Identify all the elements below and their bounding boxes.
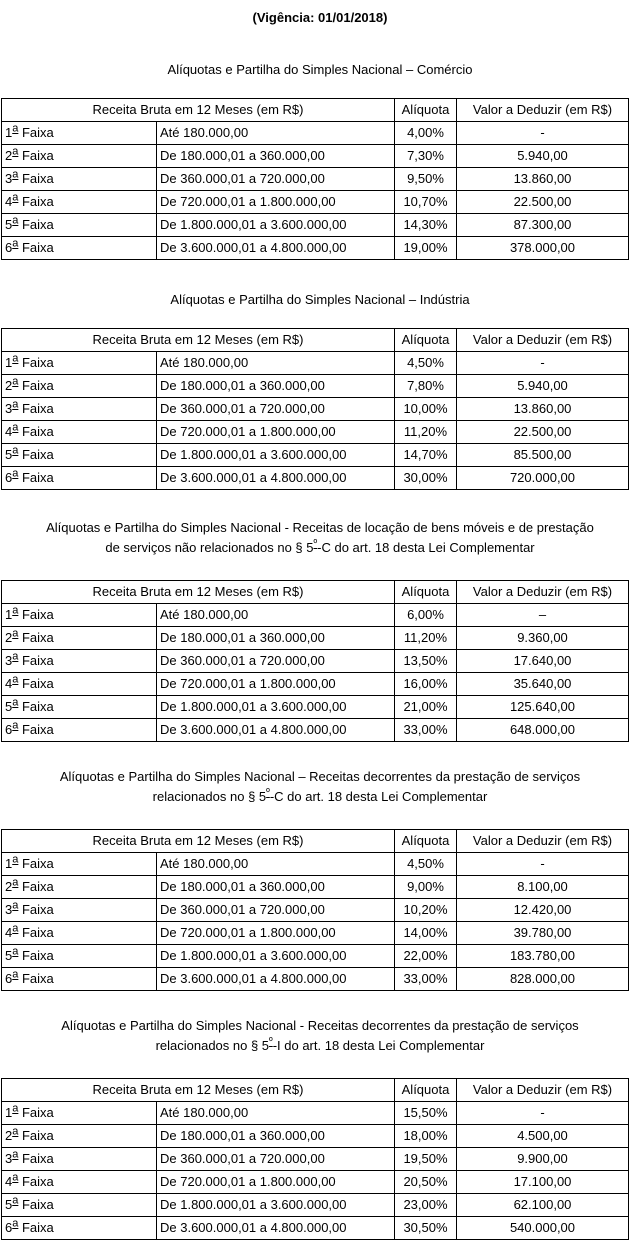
faixa-label [2, 214, 157, 237]
faixa-label [2, 945, 157, 968]
faixa-word: Faixa [18, 401, 54, 416]
header-receita: Receita Bruta em 12 Meses (em R$) [2, 581, 395, 604]
faixa-label [2, 876, 157, 899]
receita-range: Até 180.000,00 [157, 604, 395, 627]
faixa-ordinal: a [12, 1217, 19, 1230]
faixa-number: 6 [5, 470, 13, 485]
aliquota-value: 16,00% [395, 673, 457, 696]
rates-table [1, 328, 629, 490]
faixa-ordinal: a [12, 375, 19, 388]
faixa-label [2, 375, 157, 398]
section-title-line: Alíquotas e Partilha do Simples Nacional – Receitas decorrentes da prestação de serviços [59, 769, 581, 784]
table-row [2, 650, 629, 673]
faixa-word: Faixa [18, 447, 54, 462]
page-title: (Vigência: 01/01/2018) [252, 10, 388, 25]
faixa-number: 4 [5, 1174, 13, 1189]
faixa-ordinal: a [12, 922, 19, 935]
deduzir-value: 22.500,00 [457, 191, 629, 214]
faixa-label [2, 922, 157, 945]
aliquota-value: 6,00% [395, 604, 457, 627]
faixa-number: 1 [5, 355, 13, 370]
deduzir-value: 9.360,00 [457, 627, 629, 650]
header-deduzir: Valor a Deduzir (em R$) [457, 99, 629, 122]
faixa-word: Faixa [18, 1105, 54, 1120]
table-row [2, 421, 629, 444]
faixa-number: 2 [5, 1128, 13, 1143]
table-row [2, 968, 629, 991]
faixa-number: 3 [5, 1151, 13, 1166]
aliquota-value: 14,70% [395, 444, 457, 467]
aliquota-value: 4,50% [395, 352, 457, 375]
header-aliquota: Alíquota [395, 99, 457, 122]
table-row [2, 673, 629, 696]
faixa-number: 1 [5, 607, 13, 622]
aliquota-value: 4,00% [395, 122, 457, 145]
aliquota-value: 13,50% [395, 650, 457, 673]
aliquota-value: 14,30% [395, 214, 457, 237]
table-row [2, 214, 629, 237]
faixa-number: 2 [5, 148, 13, 163]
deduzir-value: 12.420,00 [457, 899, 629, 922]
rates-section [0, 518, 640, 748]
faixa-label [2, 1217, 157, 1240]
section-title [0, 518, 640, 558]
aliquota-value: 21,00% [395, 696, 457, 719]
aliquota-value: 14,00% [395, 922, 457, 945]
table-row [2, 1148, 629, 1171]
faixa-label [2, 650, 157, 673]
deduzir-value: 8.100,00 [457, 876, 629, 899]
table-row [2, 1102, 629, 1125]
deduzir-value: 720.000,00 [457, 467, 629, 490]
aliquota-value: 7,30% [395, 145, 457, 168]
header-receita: Receita Bruta em 12 Meses (em R$) [2, 99, 395, 122]
deduzir-value: 22.500,00 [457, 421, 629, 444]
aliquota-value: 10,00% [395, 398, 457, 421]
receita-range: De 180.000,01 a 360.000,00 [157, 876, 395, 899]
receita-range: De 720.000,01 a 1.800.000,00 [157, 1171, 395, 1194]
section-title [0, 1016, 640, 1056]
aliquota-value: 10,70% [395, 191, 457, 214]
receita-range: De 720.000,01 a 1.800.000,00 [157, 922, 395, 945]
faixa-ordinal: a [12, 945, 19, 958]
faixa-ordinal: a [12, 1125, 19, 1138]
section-title-line: relacionados no § $5^º-C$ do art. 18 desta Lei Complementar [152, 787, 488, 804]
receita-range: De 3.600.000,01 a 4.800.000,00 [157, 968, 395, 991]
section-title-line: de serviços não relacionados no § $5^º-C$ do art. 18 desta Lei Complementar [105, 538, 535, 555]
faixa-label [2, 673, 157, 696]
deduzir-value: – [457, 604, 629, 627]
rates-section [0, 290, 640, 520]
faixa-label [2, 1171, 157, 1194]
aliquota-value: 19,00% [395, 237, 457, 260]
faixa-word: Faixa [18, 240, 54, 255]
faixa-number: 5 [5, 447, 13, 462]
table-row [2, 352, 629, 375]
section-title-line: relacionados no § $5^º-I$ do art. 18 desta Lei Complementar [155, 1036, 485, 1053]
faixa-ordinal: a [12, 899, 19, 912]
aliquota-value: 11,20% [395, 421, 457, 444]
table-row [2, 1217, 629, 1240]
receita-range: De 180.000,01 a 360.000,00 [157, 145, 395, 168]
receita-range: De 1.800.000,01 a 3.600.000,00 [157, 214, 395, 237]
faixa-word: Faixa [18, 722, 54, 737]
aliquota-value: 7,80% [395, 375, 457, 398]
aliquota-value: 30,00% [395, 467, 457, 490]
aliquota-value: 9,50% [395, 168, 457, 191]
faixa-word: Faixa [18, 424, 54, 439]
faixa-word: Faixa [18, 856, 54, 871]
receita-range: De 1.800.000,01 a 3.600.000,00 [157, 1194, 395, 1217]
table-row [2, 122, 629, 145]
faixa-word: Faixa [18, 125, 54, 140]
receita-range: Até 180.000,00 [157, 853, 395, 876]
faixa-ordinal: a [12, 214, 19, 227]
faixa-number: 4 [5, 424, 13, 439]
receita-range: De 360.000,01 a 720.000,00 [157, 899, 395, 922]
header-aliquota: Alíquota [395, 581, 457, 604]
table-row [2, 1194, 629, 1217]
deduzir-value: 4.500,00 [457, 1125, 629, 1148]
faixa-ordinal: a [12, 1148, 19, 1161]
receita-range: De 1.800.000,01 a 3.600.000,00 [157, 444, 395, 467]
section-title [0, 767, 640, 807]
faixa-word: Faixa [18, 925, 54, 940]
faixa-number: 3 [5, 653, 13, 668]
faixa-number: 3 [5, 171, 13, 186]
faixa-word: Faixa [18, 1128, 54, 1143]
receita-range: De 3.600.000,01 a 4.800.000,00 [157, 237, 395, 260]
receita-range: De 180.000,01 a 360.000,00 [157, 375, 395, 398]
faixa-word: Faixa [18, 653, 54, 668]
deduzir-value: 125.640,00 [457, 696, 629, 719]
faixa-word: Faixa [18, 699, 54, 714]
faixa-ordinal: a [12, 398, 19, 411]
table-row [2, 398, 629, 421]
aliquota-value: 9,00% [395, 876, 457, 899]
receita-range: De 720.000,01 a 1.800.000,00 [157, 673, 395, 696]
faixa-number: 5 [5, 699, 13, 714]
faixa-number: 5 [5, 217, 13, 232]
faixa-number: 2 [5, 630, 13, 645]
aliquota-value: 4,50% [395, 853, 457, 876]
table-row [2, 945, 629, 968]
aliquota-value: 30,50% [395, 1217, 457, 1240]
header-deduzir: Valor a Deduzir (em R$) [457, 581, 629, 604]
table-row [2, 1171, 629, 1194]
faixa-ordinal: a [12, 968, 19, 981]
faixa-ordinal: a [12, 853, 19, 866]
deduzir-value: 39.780,00 [457, 922, 629, 945]
table-row [2, 375, 629, 398]
rates-table [1, 98, 629, 260]
aliquota-value: 15,50% [395, 1102, 457, 1125]
faixa-label [2, 968, 157, 991]
faixa-number: 6 [5, 1220, 13, 1235]
faixa-ordinal: a [12, 673, 19, 686]
faixa-number: 4 [5, 676, 13, 691]
table-row [2, 168, 629, 191]
deduzir-value: - [457, 122, 629, 145]
table-header-row [2, 1079, 629, 1102]
deduzir-value: 648.000,00 [457, 719, 629, 742]
section-title-line: Alíquotas e Partilha do Simples Nacional – Comércio [167, 62, 473, 77]
faixa-ordinal: a [12, 145, 19, 158]
faixa-ordinal: a [12, 650, 19, 663]
rates-table [1, 580, 629, 742]
receita-range: De 360.000,01 a 720.000,00 [157, 1148, 395, 1171]
faixa-ordinal: a [12, 719, 19, 732]
aliquota-value: 10,20% [395, 899, 457, 922]
aliquota-value: 20,50% [395, 1171, 457, 1194]
faixa-word: Faixa [18, 607, 54, 622]
faixa-word: Faixa [18, 676, 54, 691]
aliquota-value: 33,00% [395, 968, 457, 991]
rates-section [0, 60, 640, 290]
faixa-ordinal: a [12, 467, 19, 480]
faixa-word: Faixa [18, 355, 54, 370]
receita-range: De 1.800.000,01 a 3.600.000,00 [157, 945, 395, 968]
deduzir-value: 85.500,00 [457, 444, 629, 467]
deduzir-value: - [457, 853, 629, 876]
deduzir-value: 13.860,00 [457, 168, 629, 191]
rates-table [1, 829, 629, 991]
table-row [2, 627, 629, 650]
aliquota-value: 19,50% [395, 1148, 457, 1171]
faixa-label [2, 122, 157, 145]
deduzir-value: 9.900,00 [457, 1148, 629, 1171]
receita-range: De 3.600.000,01 a 4.800.000,00 [157, 467, 395, 490]
table-row [2, 145, 629, 168]
table-row [2, 719, 629, 742]
deduzir-value: 87.300,00 [457, 214, 629, 237]
faixa-label [2, 145, 157, 168]
deduzir-value: 5.940,00 [457, 375, 629, 398]
receita-range: Até 180.000,00 [157, 352, 395, 375]
table-header-row [2, 830, 629, 853]
faixa-label [2, 1125, 157, 1148]
header-aliquota: Alíquota [395, 329, 457, 352]
faixa-number: 5 [5, 948, 13, 963]
faixa-label [2, 1102, 157, 1125]
faixa-label [2, 604, 157, 627]
faixa-number: 6 [5, 722, 13, 737]
table-row [2, 191, 629, 214]
header-deduzir: Valor a Deduzir (em R$) [457, 830, 629, 853]
rates-section [0, 1016, 640, 1246]
faixa-ordinal: a [12, 122, 19, 135]
faixa-number: 3 [5, 902, 13, 917]
faixa-ordinal: a [12, 352, 19, 365]
faixa-word: Faixa [18, 148, 54, 163]
faixa-ordinal: a [12, 1171, 19, 1184]
faixa-ordinal: a [12, 168, 19, 181]
section-title-line: Alíquotas e Partilha do Simples Nacional - Receitas de locação de bens móveis e de prestação [46, 520, 594, 535]
faixa-label [2, 398, 157, 421]
table-header-row [2, 581, 629, 604]
receita-range: De 3.600.000,01 a 4.800.000,00 [157, 719, 395, 742]
header-receita: Receita Bruta em 12 Meses (em R$) [2, 830, 395, 853]
faixa-label [2, 719, 157, 742]
faixa-label [2, 352, 157, 375]
receita-range: De 360.000,01 a 720.000,00 [157, 650, 395, 673]
faixa-ordinal: a [12, 444, 19, 457]
faixa-ordinal: a [12, 696, 19, 709]
faixa-label [2, 444, 157, 467]
deduzir-value: 17.100,00 [457, 1171, 629, 1194]
table-header-row [2, 329, 629, 352]
aliquota-value: 18,00% [395, 1125, 457, 1148]
deduzir-value: 17.640,00 [457, 650, 629, 673]
faixa-number: 1 [5, 856, 13, 871]
rates-table [1, 1078, 629, 1240]
header-deduzir: Valor a Deduzir (em R$) [457, 1079, 629, 1102]
aliquota-value: 11,20% [395, 627, 457, 650]
faixa-word: Faixa [18, 171, 54, 186]
receita-range: De 360.000,01 a 720.000,00 [157, 398, 395, 421]
faixa-ordinal: a [12, 1194, 19, 1207]
table-row [2, 922, 629, 945]
section-title [0, 60, 640, 80]
faixa-label [2, 696, 157, 719]
table-row [2, 1125, 629, 1148]
faixa-label [2, 191, 157, 214]
faixa-label [2, 1194, 157, 1217]
faixa-label [2, 853, 157, 876]
faixa-ordinal: a [12, 876, 19, 889]
receita-range: De 3.600.000,01 a 4.800.000,00 [157, 1217, 395, 1240]
deduzir-value: - [457, 1102, 629, 1125]
faixa-number: 5 [5, 1197, 13, 1212]
faixa-word: Faixa [18, 879, 54, 894]
receita-range: De 720.000,01 a 1.800.000,00 [157, 191, 395, 214]
receita-range: De 1.800.000,01 a 3.600.000,00 [157, 696, 395, 719]
faixa-word: Faixa [18, 1174, 54, 1189]
table-row [2, 899, 629, 922]
receita-range: Até 180.000,00 [157, 122, 395, 145]
section-title-line: Alíquotas e Partilha do Simples Nacional - Receitas decorrentes da prestação de serviços [61, 1018, 579, 1033]
faixa-word: Faixa [18, 194, 54, 209]
faixa-number: 6 [5, 971, 13, 986]
faixa-word: Faixa [18, 902, 54, 917]
faixa-label [2, 627, 157, 650]
deduzir-value: - [457, 352, 629, 375]
faixa-word: Faixa [18, 1197, 54, 1212]
rates-section [0, 767, 640, 997]
faixa-word: Faixa [18, 1220, 54, 1235]
aliquota-value: 33,00% [395, 719, 457, 742]
receita-range: De 180.000,01 a 360.000,00 [157, 1125, 395, 1148]
faixa-ordinal: a [12, 627, 19, 640]
section-title-line: Alíquotas e Partilha do Simples Nacional – Indústria [170, 292, 470, 307]
faixa-word: Faixa [18, 630, 54, 645]
faixa-label [2, 467, 157, 490]
header-deduzir: Valor a Deduzir (em R$) [457, 329, 629, 352]
faixa-number: 2 [5, 378, 13, 393]
faixa-word: Faixa [18, 378, 54, 393]
faixa-number: 4 [5, 925, 13, 940]
faixa-word: Faixa [18, 1151, 54, 1166]
faixa-number: 4 [5, 194, 13, 209]
aliquota-value: 23,00% [395, 1194, 457, 1217]
table-row [2, 467, 629, 490]
faixa-number: 2 [5, 879, 13, 894]
header-receita: Receita Bruta em 12 Meses (em R$) [2, 329, 395, 352]
faixa-word: Faixa [18, 470, 54, 485]
header-aliquota: Alíquota [395, 830, 457, 853]
receita-range: Até 180.000,00 [157, 1102, 395, 1125]
faixa-ordinal: a [12, 604, 19, 617]
faixa-label [2, 899, 157, 922]
faixa-label [2, 237, 157, 260]
faixa-word: Faixa [18, 948, 54, 963]
faixa-number: 1 [5, 1105, 13, 1120]
faixa-label [2, 421, 157, 444]
table-row [2, 604, 629, 627]
deduzir-value: 183.780,00 [457, 945, 629, 968]
faixa-number: 1 [5, 125, 13, 140]
receita-range: De 360.000,01 a 720.000,00 [157, 168, 395, 191]
faixa-ordinal: a [12, 237, 19, 250]
aliquota-value: 22,00% [395, 945, 457, 968]
faixa-ordinal: a [12, 191, 19, 204]
deduzir-value: 5.940,00 [457, 145, 629, 168]
faixa-ordinal: a [12, 421, 19, 434]
deduzir-value: 540.000,00 [457, 1217, 629, 1240]
table-row [2, 444, 629, 467]
faixa-number: 3 [5, 401, 13, 416]
table-row [2, 853, 629, 876]
deduzir-value: 378.000,00 [457, 237, 629, 260]
receita-range: De 720.000,01 a 1.800.000,00 [157, 421, 395, 444]
table-row [2, 876, 629, 899]
deduzir-value: 828.000,00 [457, 968, 629, 991]
deduzir-value: 35.640,00 [457, 673, 629, 696]
section-title [0, 290, 640, 310]
faixa-word: Faixa [18, 217, 54, 232]
faixa-word: Faixa [18, 971, 54, 986]
header-receita: Receita Bruta em 12 Meses (em R$) [2, 1079, 395, 1102]
faixa-ordinal: a [12, 1102, 19, 1115]
deduzir-value: 62.100,00 [457, 1194, 629, 1217]
table-header-row [2, 99, 629, 122]
deduzir-value: 13.860,00 [457, 398, 629, 421]
header-aliquota: Alíquota [395, 1079, 457, 1102]
faixa-label [2, 168, 157, 191]
faixa-number: 6 [5, 240, 13, 255]
table-row [2, 696, 629, 719]
receita-range: De 180.000,01 a 360.000,00 [157, 627, 395, 650]
faixa-label [2, 1148, 157, 1171]
table-row [2, 237, 629, 260]
